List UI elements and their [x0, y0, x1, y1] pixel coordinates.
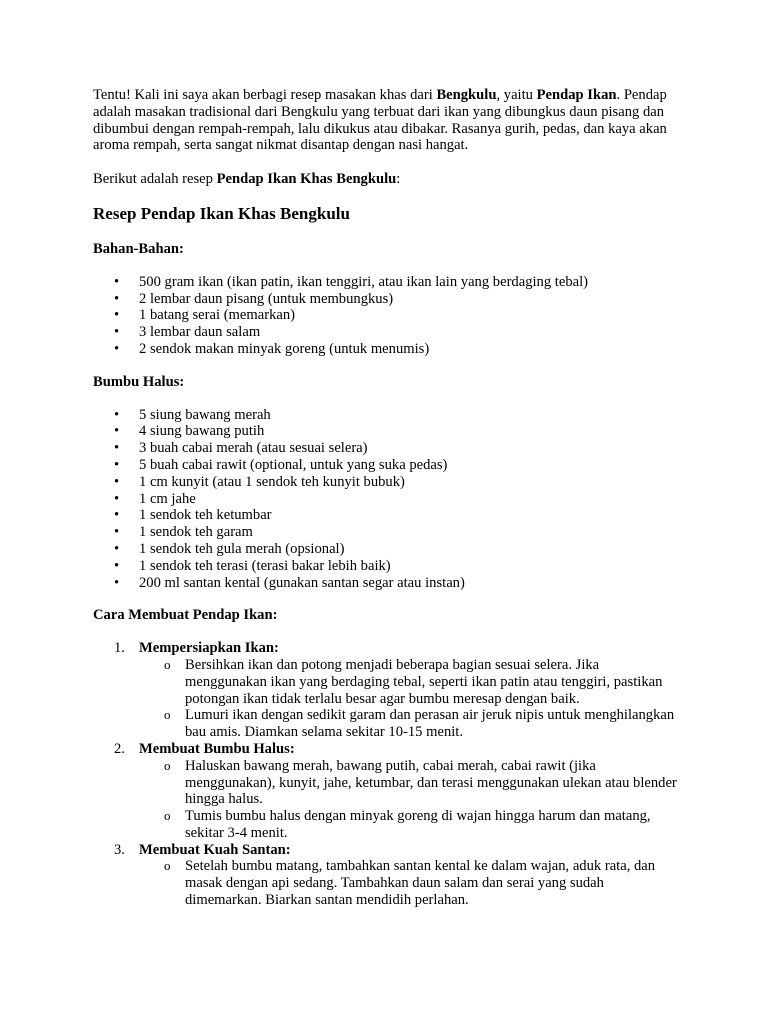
- step-title: Mempersiapkan Ikan:: [139, 640, 279, 657]
- list-item: • 1 sendok teh garam: [93, 524, 683, 541]
- list-item: • 2 lembar daun pisang (untuk membungkus): [93, 291, 683, 308]
- circle-bullet-icon: o: [164, 808, 171, 824]
- steps-list: [93, 640, 683, 909]
- sub-item-text: Setelah bumbu matang, tambahkan santan kental ke dalam wajan, aduk rata, dan masak dengan api sedang. Tambahkan daun salam dan serai yang sudah dimemarkan. Biarkan santan mendidih perlahan.: [185, 858, 656, 909]
- cara-title: Cara Membuat Pendap Ikan:: [93, 607, 278, 624]
- sub-item: [139, 707, 683, 741]
- list-item: • 3 buah cabai merah (atau sesuai selera): [93, 440, 683, 457]
- circle-bullet-icon: o: [164, 858, 171, 874]
- list-item: • 1 cm kunyit (atau 1 sendok teh kunyit bubuk): [93, 474, 683, 491]
- sub-item-text: Tumis bumbu halus dengan minyak goreng di wajan hingga harum dan matang, sekitar 3-4 menit.: [185, 808, 651, 841]
- list-item: • 5 siung bawang merah: [93, 407, 683, 424]
- bumbu-title: Bumbu Halus:: [93, 373, 185, 390]
- sub-item: [139, 858, 683, 908]
- list-item: • 2 sendok makan minyak goreng (untuk menumis): [93, 341, 683, 358]
- intro-bold-bengkulu: Bengkulu: [436, 87, 497, 103]
- step-number: 2.: [114, 740, 125, 757]
- sub-item: [139, 808, 683, 842]
- list-item: • 200 ml santan kental (gunakan santan segar atau instan): [93, 575, 683, 592]
- intro-bold-pendap-ikan: Pendap Ikan: [536, 87, 617, 103]
- step-number: 1.: [114, 640, 125, 657]
- step-item: [93, 741, 683, 842]
- lead-text-1: Berikut adalah resep: [93, 171, 217, 188]
- list-item: • 1 cm jahe: [93, 491, 683, 508]
- sub-list: [139, 657, 683, 741]
- step-item: [93, 640, 683, 741]
- list-item: • 5 buah cabai rawit (optional, untuk yang suka pedas): [93, 457, 683, 474]
- sub-item-text: Haluskan bawang merah, bawang putih, cabai merah, cabai rawit (jika menggunakan), kunyit, jahe, ketumbar, dan terasi menggunakan ulekan atau blender hingga halus.: [185, 757, 677, 808]
- list-item: • 1 sendok teh ketumbar: [93, 507, 683, 524]
- list-item: • 3 lembar daun salam: [93, 324, 683, 341]
- list-item: • 4 siung bawang putih: [93, 423, 683, 440]
- lead-bold-title: Pendap Ikan Khas Bengkulu: [216, 171, 397, 188]
- bahan-title: Bahan-Bahan:: [93, 240, 184, 257]
- sub-item: [139, 758, 683, 808]
- sub-list: [139, 858, 683, 908]
- list-item: • 1 sendok teh gula merah (opsional): [93, 541, 683, 558]
- list-item: • 500 gram ikan (ikan patin, ikan tenggiri, atau ikan lain yang berdaging tebal): [93, 274, 683, 291]
- intro-text-2: , yaitu: [496, 87, 537, 103]
- intro-paragraph: [93, 87, 683, 154]
- sub-item-text: Bersihkan ikan dan potong menjadi beberapa bagian sesuai selera. Jika menggunakan ikan yang berdaging tebal, seperti ikan patin atau tenggiri, pastikan potongan ikan tidak terlalu besar agar bumbu meresap dengan baik.: [185, 656, 663, 707]
- bahan-list: [93, 274, 683, 358]
- circle-bullet-icon: o: [164, 757, 171, 773]
- lead-text-2: :: [396, 171, 401, 188]
- intro-text-1: Tentu! Kali ini saya akan berbagi resep masakan khas dari: [93, 87, 437, 103]
- circle-bullet-icon: o: [164, 707, 171, 723]
- intro-text-3: . Pendap adalah masakan tradisional dari Bengkulu yang terbuat dari ikan yang dibungkus daun pisang dan dibumbui dengan rempah-rempah, lalu dikukus atau dibakar. Rasanya gurih, pedas, dan kaya akan aroma rempah, serta sangat nikmat disantap dengan nasi hangat.: [93, 87, 667, 154]
- step-number: 3.: [114, 841, 125, 858]
- step-title: Membuat Bumbu Halus:: [139, 740, 295, 757]
- list-item: • 1 sendok teh terasi (terasi bakar lebih baik): [93, 558, 683, 575]
- recipe-heading: Resep Pendap Ikan Khas Bengkulu: [93, 203, 350, 223]
- list-item: • 1 batang serai (memarkan): [93, 307, 683, 324]
- sub-list: [139, 758, 683, 842]
- document-page: [93, 87, 683, 909]
- sub-item: [139, 657, 683, 707]
- bumbu-list: [93, 407, 683, 592]
- circle-bullet-icon: o: [164, 656, 171, 672]
- sub-item-text: Lumuri ikan dengan sedikit garam dan perasan air jeruk nipis untuk menghilangkan bau amis. Diamkan selama sekitar 10-15 menit.: [185, 707, 675, 741]
- step-item: [93, 842, 683, 909]
- step-title: Membuat Kuah Santan:: [139, 841, 291, 858]
- lead-paragraph: [93, 171, 683, 188]
